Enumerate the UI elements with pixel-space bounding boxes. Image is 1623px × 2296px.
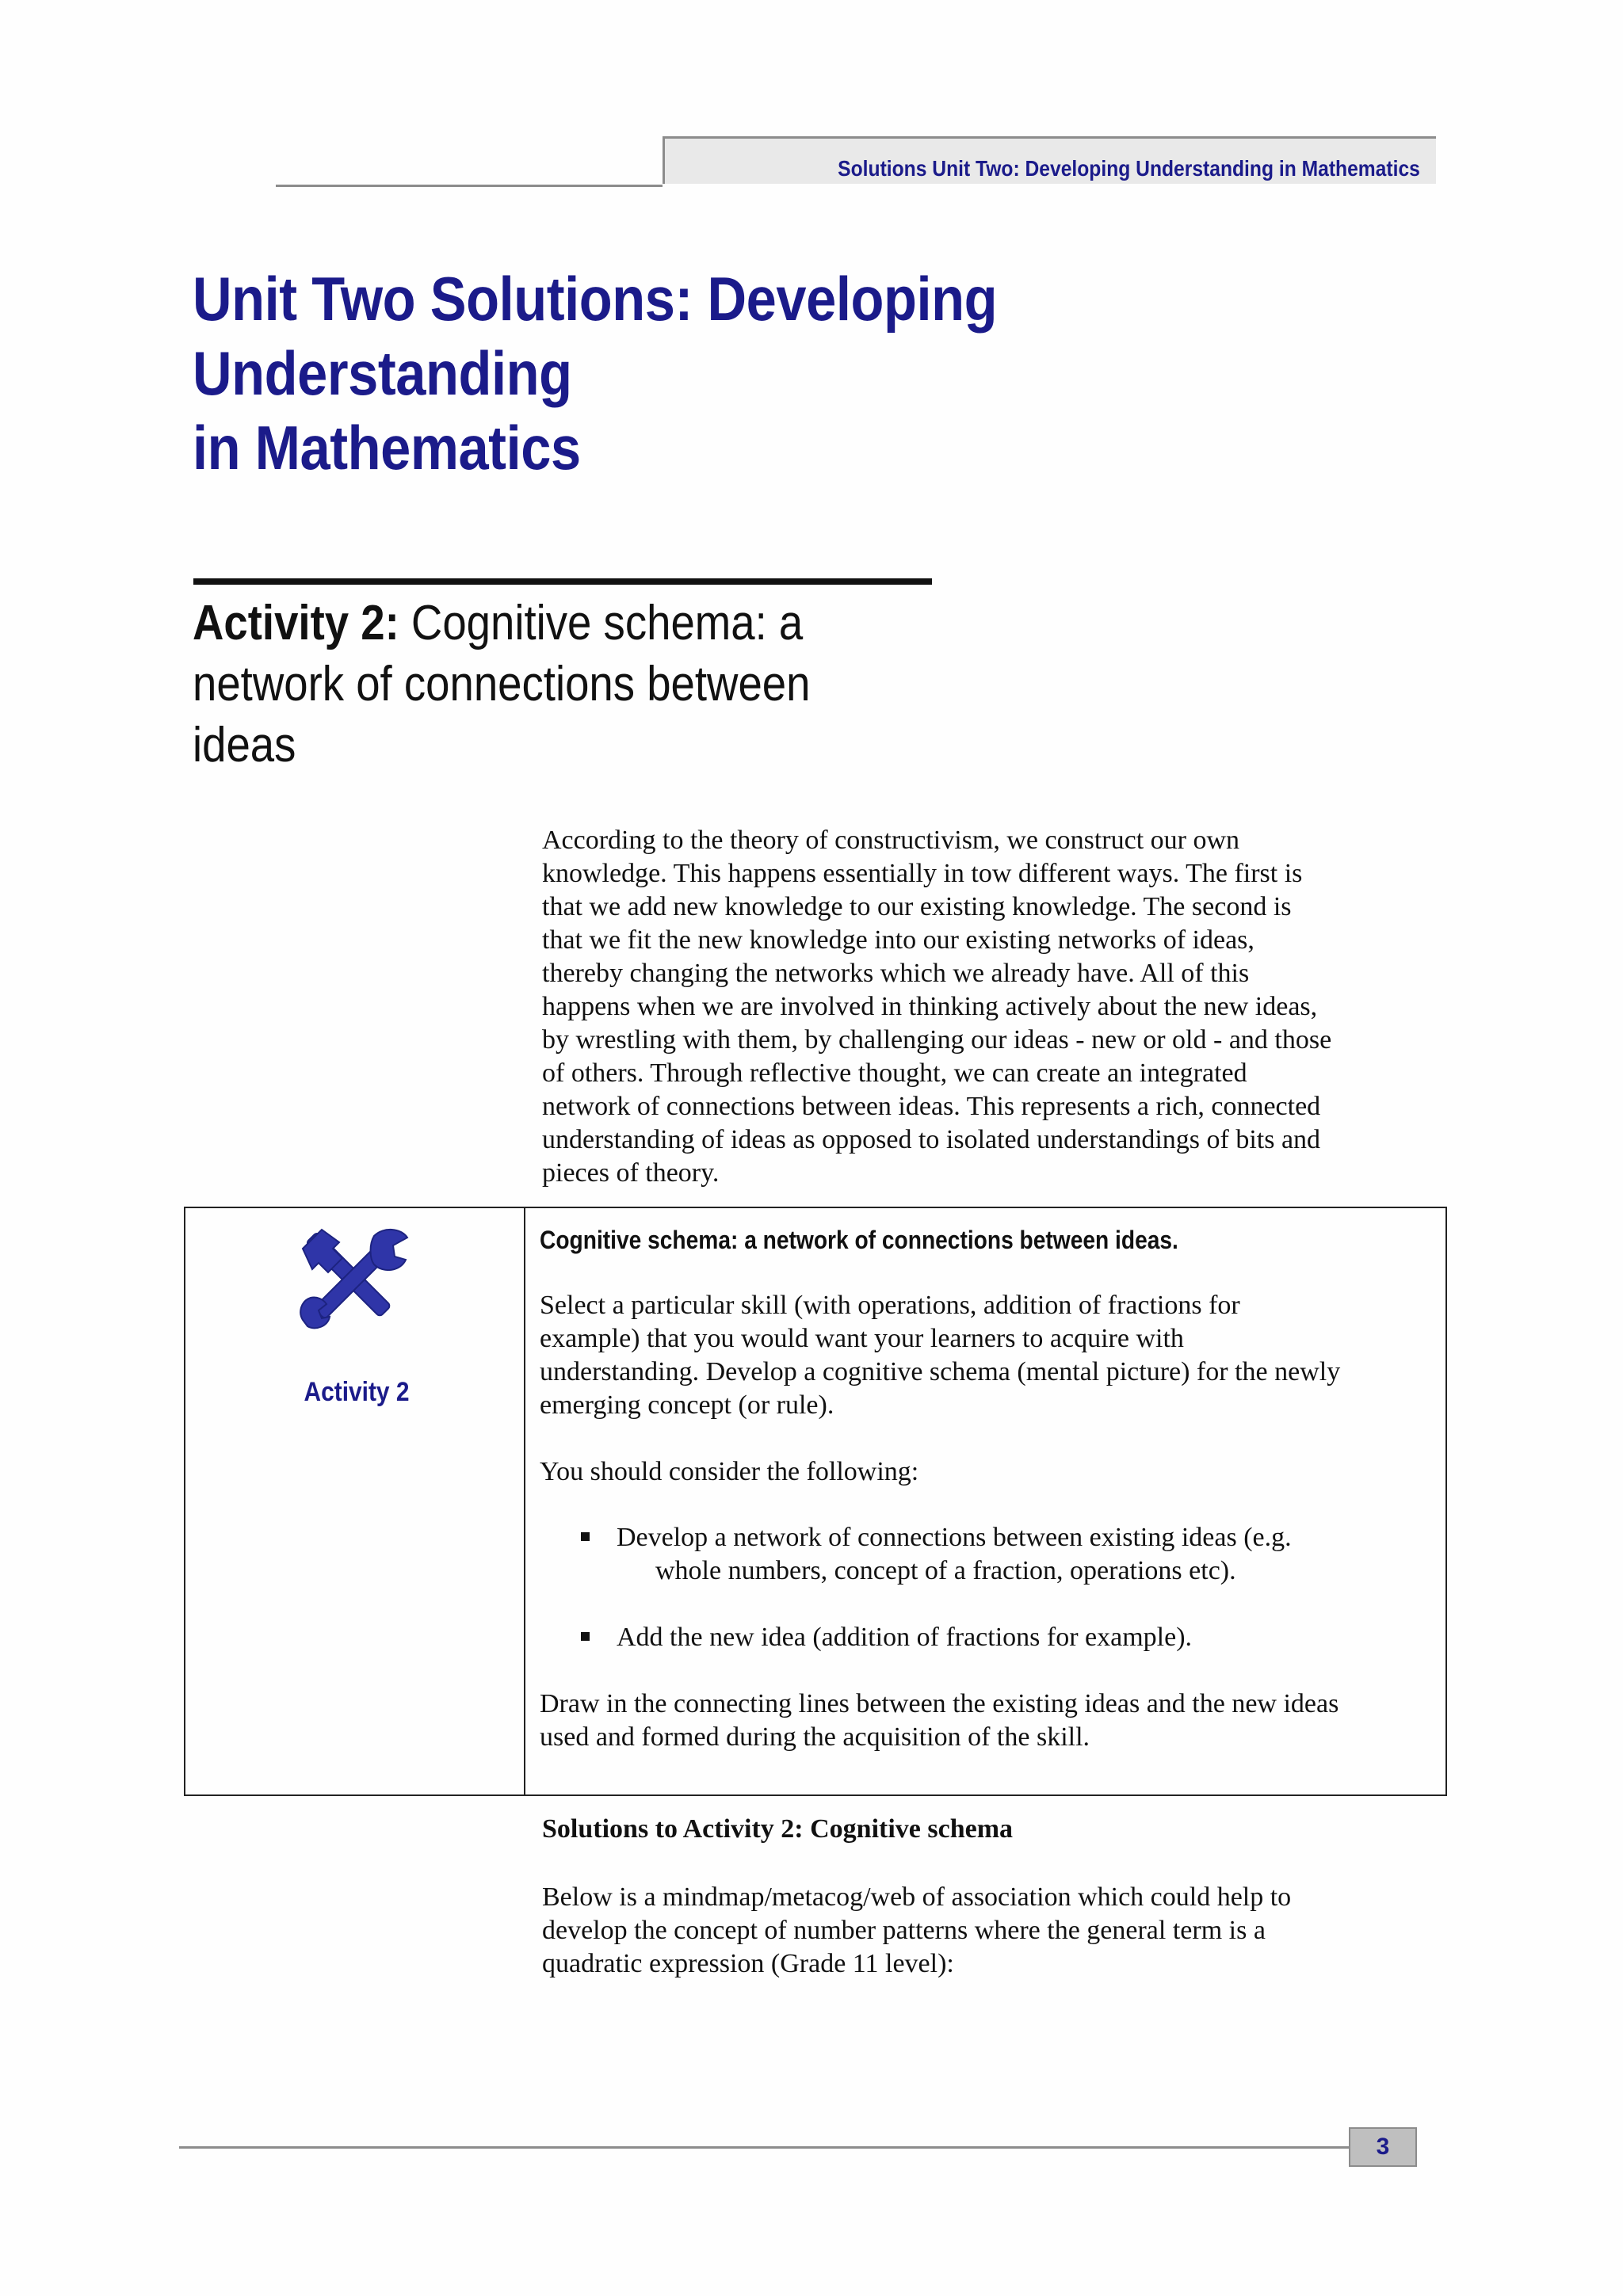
bullet-square-icon	[581, 1632, 590, 1641]
text-line: Select a particular skill (with operations, addition of fractions for	[540, 1291, 1240, 1320]
activity-consider-text: You should consider the following:	[540, 1457, 919, 1486]
intro-paragraph	[542, 824, 1461, 1190]
text-line: understanding. Develop a cognitive schema (mental picture) for the newly	[540, 1357, 1341, 1386]
text-line: example) that you would want your learners to acquire with	[540, 1324, 1184, 1353]
footer-rule	[179, 2146, 1349, 2149]
page-number: 3	[1349, 2127, 1417, 2167]
activity-heading-rule	[193, 578, 932, 585]
text-line: According to the theory of constructivism, we construct our own	[542, 826, 1240, 855]
text-line: network of connections between ideas. This represents a rich, connected	[542, 1092, 1321, 1121]
activity-instructions	[540, 1289, 1443, 1422]
bullet-item: Add the new idea (addition of fractions for example).	[617, 1623, 1193, 1652]
text-line: understanding of ideas as opposed to isolated understandings of bits and	[542, 1125, 1321, 1154]
text-line: develop the concept of number patterns where the general term is a	[542, 1916, 1266, 1945]
activity-heading	[193, 593, 890, 776]
bullet-square-icon	[581, 1532, 590, 1541]
text-line: that we fit the new knowledge into our existing networks of ideas,	[542, 925, 1254, 955]
header-tab	[663, 136, 1436, 184]
tools-icon	[295, 1225, 412, 1334]
activity-title-line: network of connections between	[193, 657, 811, 711]
solutions-title: Solutions to Activity 2: Cognitive schema	[542, 1814, 1014, 1844]
activity-draw-text	[540, 1688, 1443, 1754]
unit-title-line: Unit Two Solutions: Developing Understanding	[193, 264, 998, 408]
text-line: by wrestling with them, by challenging our ideas - new or old - and those	[542, 1025, 1332, 1055]
activity-label: Activity 2:	[193, 596, 399, 650]
activity-title-line: Cognitive schema: a	[411, 596, 804, 650]
activity-box-divider	[524, 1207, 525, 1796]
solutions-paragraph	[542, 1881, 1461, 1981]
text-line: thereby changing the networks which we already have. All of this	[542, 959, 1250, 988]
unit-title	[193, 261, 1323, 485]
activity-icon-label: Activity 2	[304, 1377, 410, 1407]
text-line: knowledge. This happens essentially in tow different ways. The first is	[542, 859, 1303, 888]
running-header-title: Solutions Unit Two: Developing Understanding in Mathematics	[838, 156, 1420, 181]
unit-title-line: in Mathematics	[193, 413, 581, 482]
text-line: Draw in the connecting lines between the existing ideas and the new ideas	[540, 1689, 1339, 1718]
bullet-item: Develop a network of connections between existing ideas (e.g.	[617, 1523, 1292, 1552]
text-line: pieces of theory.	[542, 1158, 720, 1188]
activity-box-title: Cognitive schema: a network of connections between ideas.	[540, 1226, 1178, 1254]
header-rule	[276, 185, 663, 187]
text-line: used and formed during the acquisition of the skill.	[540, 1722, 1090, 1752]
text-line: that we add new knowledge to our existing knowledge. The second is	[542, 892, 1292, 921]
text-line: emerging concept (or rule).	[540, 1390, 834, 1420]
bullet-item-continuation: whole numbers, concept of a fraction, operations etc).	[655, 1556, 1236, 1585]
text-line: of others. Through reflective thought, we can create an integrated	[542, 1058, 1247, 1088]
text-line: happens when we are involved in thinking actively about the new ideas,	[542, 992, 1318, 1021]
text-line: quadratic expression (Grade 11 level):	[542, 1949, 954, 1978]
activity-title-line: ideas	[193, 718, 296, 772]
text-line: Below is a mindmap/metacog/web of association which could help to	[542, 1882, 1292, 1912]
